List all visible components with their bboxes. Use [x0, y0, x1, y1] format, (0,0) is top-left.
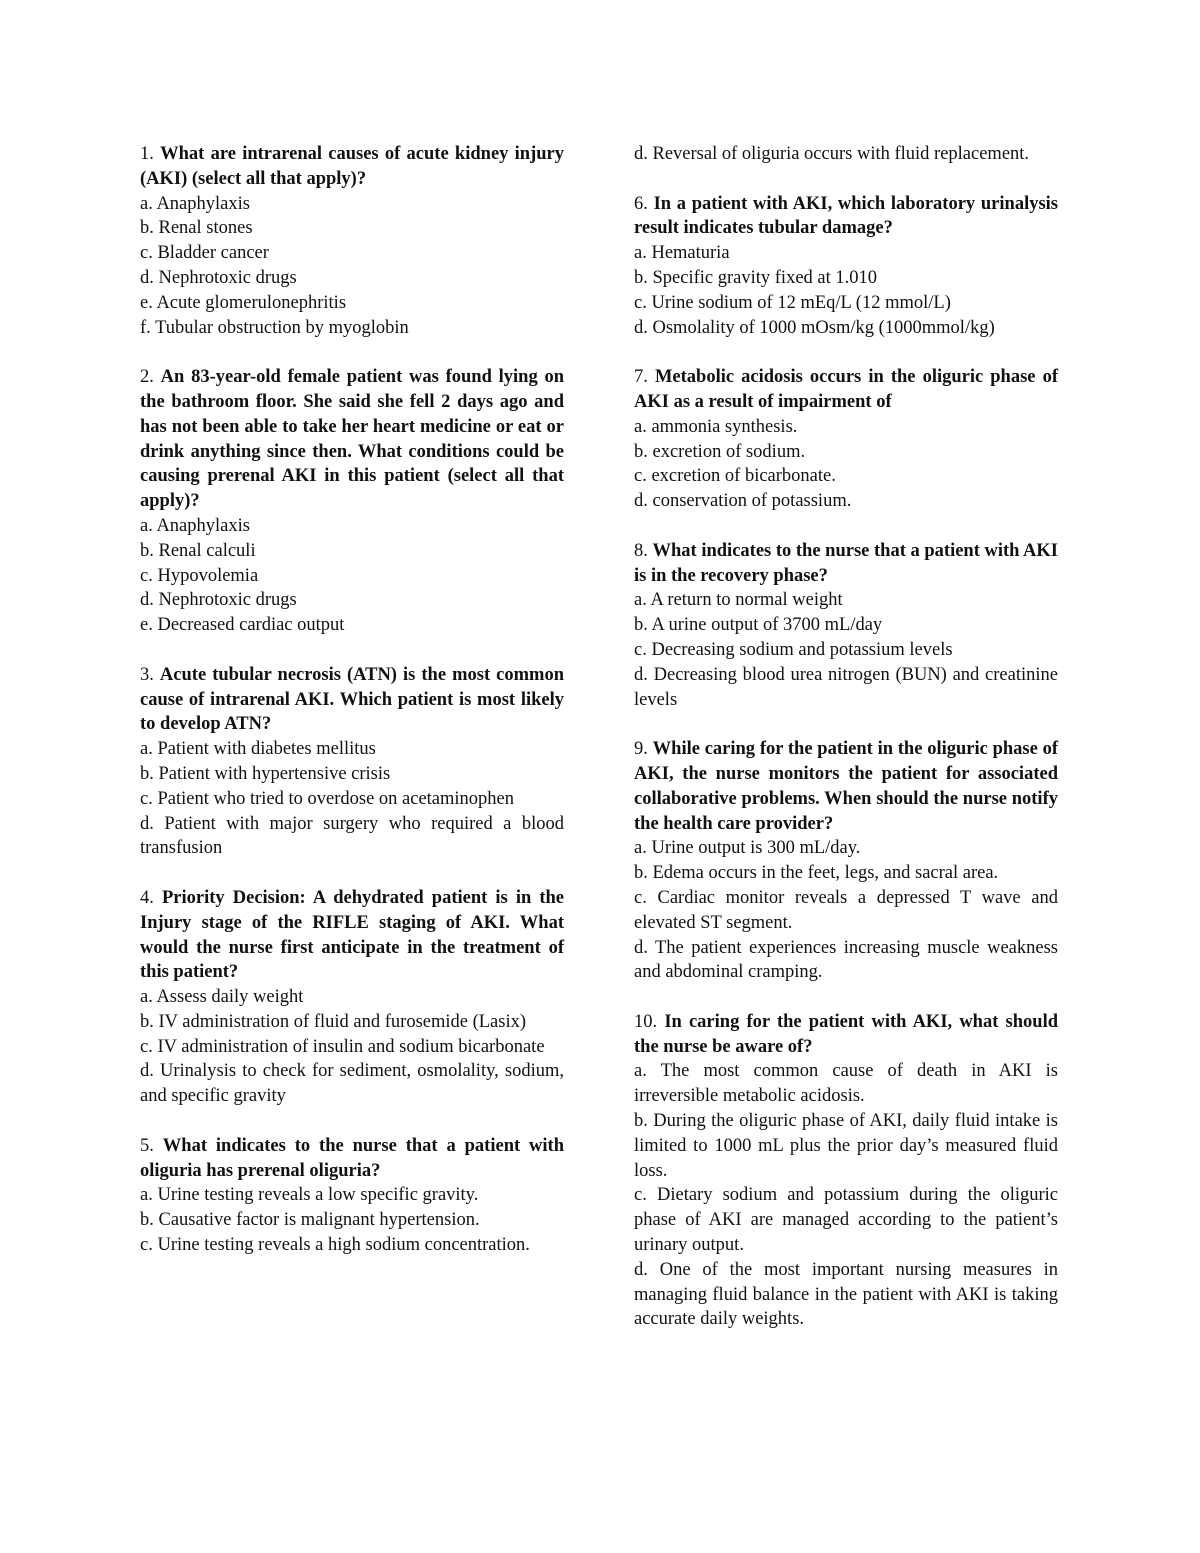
answer-option: b. During the oliguric phase of AKI, daily fluid intake is limited to 1000 mL plus the prior day’s measured fluid loss. — [634, 1111, 1058, 1181]
question-7 — [634, 365, 1058, 514]
question-1 — [140, 142, 564, 340]
question-2 — [140, 365, 564, 638]
answer-option: d. The patient experiences increasing muscle weakness and abdominal cramping. — [634, 937, 1058, 983]
question-number: 1. — [140, 144, 161, 164]
answer-option: c. Decreasing sodium and potassium levels — [634, 639, 953, 660]
question-number: 7. — [634, 367, 655, 388]
answer-option: d. conservation of potassium. — [634, 491, 852, 512]
question-number: 4. — [140, 887, 162, 908]
answer-option: d. Decreasing blood urea nitrogen (BUN) and creatinine levels — [634, 664, 1058, 710]
question-stem — [634, 1010, 1058, 1060]
answer-option: e. Acute glomerulonephritis — [140, 292, 347, 313]
answer-option: c. IV administration of insulin and sodium bicarbonate — [140, 1036, 545, 1057]
right-column — [634, 142, 1058, 1357]
answer-option: d. Reversal of oliguria occurs with fluid replacement. — [634, 144, 1030, 164]
question-10 — [634, 1010, 1058, 1332]
question-text: In caring for the patient with AKI, what should the nurse be aware of? — [634, 1011, 1059, 1057]
question-stem — [140, 1134, 564, 1184]
answer-option: d. Osmolality of 1000 mOsm/kg (1000mmol/kg) — [634, 317, 995, 338]
answer-option: b. Renal calculi — [140, 540, 256, 561]
question-stem — [140, 365, 564, 514]
question-text: Priority Decision: A dehydrated patient is in the Injury stage of the RIFLE staging of AKI. What would the nurse first anticipate in the treatment of this patient? — [140, 887, 565, 983]
answer-option: c. Cardiac monitor reveals a depressed T wave and elevated ST segment. — [634, 887, 1058, 933]
answer-option: b. Edema occurs in the feet, legs, and sacral area. — [634, 863, 999, 884]
question-8 — [634, 539, 1058, 713]
answer-option: d. Nephrotoxic drugs — [140, 590, 297, 611]
question-number: 2. — [140, 367, 161, 388]
answer-option: b. excretion of sodium. — [634, 441, 806, 462]
answer-option: a. Anaphylaxis — [140, 515, 250, 536]
answer-option: f. Tubular obstruction by myoglobin — [140, 317, 409, 338]
question-4 — [140, 886, 564, 1109]
question-text: Acute tubular necrosis (ATN) is the most common cause of intrarenal AKI. Which patient is most likely to develop ATN? — [140, 664, 564, 735]
question-9 — [634, 737, 1058, 985]
answer-option: d. One of the most important nursing measures in managing fluid balance in the patient with AKI is taking accurate daily weights. — [634, 1259, 1058, 1330]
question-stem — [634, 737, 1058, 836]
answer-option: a. Urine testing reveals a low specific gravity. — [140, 1185, 479, 1206]
question-stem — [140, 886, 564, 985]
answer-option: c. Dietary sodium and potassium during the oliguric phase of AKI are managed according to the patient’s urinary output. — [634, 1185, 1058, 1256]
answer-option: a. A return to normal weight — [634, 590, 843, 611]
question-5 — [140, 1134, 564, 1258]
question-stem — [634, 539, 1058, 589]
answer-option: b. Patient with hypertensive crisis — [140, 763, 391, 784]
answer-option: d. Urinalysis to check for sediment, osmolality, sodium, and specific gravity — [140, 1061, 564, 1107]
question-5-continued — [634, 142, 1058, 167]
question-stem — [634, 192, 1058, 242]
question-text: An 83-year-old female patient was found lying on the bathroom floor. She said she fell 2 days ago and has not been able to take her heart medicine or eat or drink anything since then. What conditions could be causing prerenal AKI in this patient (select all that apply)? — [140, 367, 565, 512]
question-number: 3. — [140, 664, 160, 685]
answer-option: b. A urine output of 3700 mL/day — [634, 615, 883, 636]
answer-option: a. Anaphylaxis — [140, 193, 250, 214]
answer-option: b. Specific gravity fixed at 1.010 — [634, 267, 878, 288]
answer-option: e. Decreased cardiac output — [140, 615, 345, 636]
answer-option: a. ammonia synthesis. — [634, 416, 798, 437]
question-number: 6. — [634, 193, 654, 214]
answer-option: a. Urine output is 300 mL/day. — [634, 838, 861, 859]
answer-option: c. Hypovolemia — [140, 565, 259, 586]
question-3 — [140, 663, 564, 861]
question-stem — [140, 142, 564, 192]
answer-option: d. Nephrotoxic drugs — [140, 267, 297, 288]
answer-option: c. Patient who tried to overdose on acetaminophen — [140, 788, 515, 809]
question-number: 10. — [634, 1011, 665, 1032]
question-6 — [634, 192, 1058, 341]
question-text: Metabolic acidosis occurs in the oliguric phase of AKI as a result of impairment of — [634, 367, 1058, 412]
answer-option: c. Urine testing reveals a high sodium concentration. — [140, 1235, 530, 1256]
question-text: In a patient with AKI, which laboratory urinalysis result indicates tubular damage? — [634, 193, 1058, 239]
question-stem — [140, 663, 564, 737]
question-stem — [634, 365, 1058, 415]
answer-option: d. Patient with major surgery who required a blood transfusion — [140, 813, 564, 859]
question-text: While caring for the patient in the oliguric phase of AKI, the nurse monitors the patient for associated collaborative problems. When should the nurse notify the health care provider? — [634, 739, 1059, 834]
answer-option: b. IV administration of fluid and furosemide (Lasix) — [140, 1011, 527, 1032]
answer-option: c. excretion of bicarbonate. — [634, 466, 836, 487]
question-number: 5. — [140, 1135, 163, 1156]
question-text: What indicates to the nurse that a patient with AKI is in the recovery phase? — [634, 540, 1059, 586]
question-number: 9. — [634, 739, 653, 760]
question-number: 8. — [634, 540, 653, 561]
answer-option: c. Urine sodium of 12 mEq/L (12 mmol/L) — [634, 292, 951, 313]
answer-option: c. Bladder cancer — [140, 243, 269, 264]
answer-option: a. Hematuria — [634, 243, 730, 264]
question-text: What are intrarenal causes of acute kidney injury (AKI) (select all that apply)? — [140, 144, 564, 189]
answer-option: b. Causative factor is malignant hypertension. — [140, 1210, 480, 1231]
answer-option: a. Patient with diabetes mellitus — [140, 739, 376, 760]
left-column — [140, 142, 564, 1283]
answer-option: b. Renal stones — [140, 218, 253, 239]
answer-option: a. The most common cause of death in AKI is irreversible metabolic acidosis. — [634, 1061, 1058, 1107]
answer-option: a. Assess daily weight — [140, 987, 304, 1008]
question-text: What indicates to the nurse that a patient with oliguria has prerenal oliguria? — [140, 1135, 565, 1181]
